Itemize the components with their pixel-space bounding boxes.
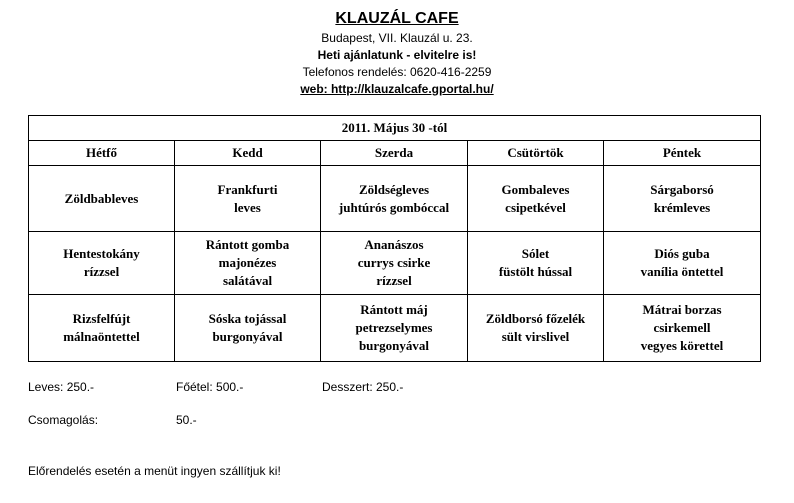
delivery-note: Előrendelés esetén a menüt ingyen szállítjuk ki! — [28, 464, 281, 478]
packaging-label: Csomagolás: — [28, 413, 99, 427]
dish-cell: Rántott máj petrezselymes burgonyával — [321, 295, 468, 362]
dish-cell: Gombaleves csipetkével — [468, 166, 604, 232]
dish-cell: Frankfurti leves — [175, 166, 321, 232]
dish-cell: Ananászos currys csirke rízzsel — [321, 232, 468, 295]
menu-table — [28, 115, 761, 362]
dish-cell: Zöldborsó főzelék sült virslivel — [468, 295, 604, 362]
day-header: Kedd — [175, 141, 321, 166]
web-link[interactable]: web: http://klauzalcafe.gportal.hu/ — [300, 82, 494, 96]
dish-cell: Mátrai borzas csirkemell vegyes körettel — [604, 295, 761, 362]
day-header: Péntek — [604, 141, 761, 166]
dish-cell: Sólet füstölt hússal — [468, 232, 604, 295]
weekly-offer: Heti ajánlatunk - elvitelre is! — [317, 48, 477, 62]
dish-cell: Rizsfelfújt málnaöntettel — [29, 295, 175, 362]
dish-row-mains — [29, 232, 761, 295]
day-header: Csütörtök — [468, 141, 604, 166]
dish-cell: Sárgaborsó krémleves — [604, 166, 761, 232]
dish-cell: Sóska tojással burgonyával — [175, 295, 321, 362]
dish-cell: Diós guba vanília öntettel — [604, 232, 761, 295]
price-soup: Leves: 250.- — [28, 380, 95, 394]
dish-cell: Zöldségleves juhtúrós gombóccal — [321, 166, 468, 232]
price-main: Főétel: 500.- — [176, 380, 244, 394]
menu-date: 2011. Május 30 -tól — [29, 116, 761, 141]
dish-cell: Zöldbableves — [29, 166, 175, 232]
dish-cell: Hentestokány rízzsel — [29, 232, 175, 295]
date-row — [29, 116, 761, 141]
address: Budapest, VII. Klauzál u. 23. — [321, 31, 473, 45]
price-dessert: Desszert: 250.- — [322, 380, 404, 394]
packaging-price: 50.- — [176, 413, 197, 427]
header — [0, 8, 794, 98]
dish-row-soups — [29, 166, 761, 232]
day-header: Hétfő — [29, 141, 175, 166]
days-row — [29, 141, 761, 166]
dish-cell: Rántott gomba majonézes salátával — [175, 232, 321, 295]
cafe-title: KLAUZÁL CAFE — [335, 10, 459, 27]
day-header: Szerda — [321, 141, 468, 166]
dish-row-third — [29, 295, 761, 362]
phone-line: Telefonos rendelés: 0620-416-2259 — [302, 65, 492, 79]
